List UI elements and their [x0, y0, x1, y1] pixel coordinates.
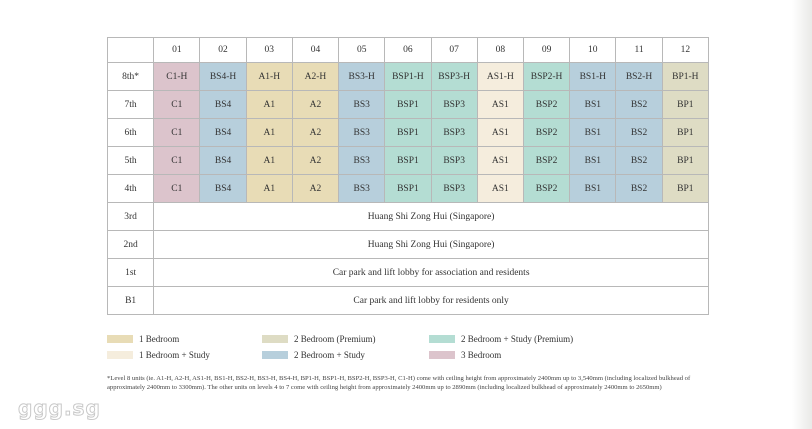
column-header: 12 — [662, 38, 708, 63]
unit-cell: A1-H — [246, 63, 292, 91]
column-header: 02 — [200, 38, 246, 63]
header-corner-cell — [108, 38, 154, 63]
legend-label: 2 Bedroom + Study — [294, 350, 365, 360]
table-row — [108, 63, 709, 91]
legend-item — [107, 334, 179, 344]
unit-cell: BSP2-H — [523, 63, 569, 91]
unit-cell: BS3 — [339, 91, 385, 119]
unit-cell: BSP2 — [523, 119, 569, 147]
unit-cell: BP1 — [662, 147, 708, 175]
level-label: 4th — [108, 175, 154, 203]
unit-cell: BS1 — [570, 147, 616, 175]
unit-cell: BSP3 — [431, 119, 477, 147]
table-row — [108, 119, 709, 147]
page-edge-shadow — [792, 0, 812, 429]
unit-cell: A2-H — [292, 63, 338, 91]
unit-cell: A2 — [292, 119, 338, 147]
unit-cell: BS3 — [339, 119, 385, 147]
column-header: 01 — [154, 38, 200, 63]
unit-cell: BSP3-H — [431, 63, 477, 91]
column-header: 10 — [570, 38, 616, 63]
column-header: 07 — [431, 38, 477, 63]
unit-cell: BSP3 — [431, 175, 477, 203]
level-label: 2nd — [108, 231, 154, 259]
legend-label: 1 Bedroom + Study — [139, 350, 210, 360]
legend-swatch — [429, 335, 455, 343]
unit-cell: BS2 — [616, 175, 662, 203]
legend-swatch — [262, 351, 288, 359]
unit-cell: BSP1 — [385, 91, 431, 119]
unit-cell: AS1 — [477, 119, 523, 147]
unit-cell: BSP2 — [523, 175, 569, 203]
column-header: 06 — [385, 38, 431, 63]
unit-cell: BS2 — [616, 147, 662, 175]
legend-swatch — [107, 335, 133, 343]
unit-cell: BSP1 — [385, 119, 431, 147]
legend-swatch — [262, 335, 288, 343]
column-header: 05 — [339, 38, 385, 63]
unit-cell: A1 — [246, 175, 292, 203]
floor-usage-cell: Huang Shi Zong Hui (Singapore) — [154, 203, 709, 231]
legend-item — [107, 350, 210, 360]
level-label: B1 — [108, 287, 154, 315]
unit-cell: A1 — [246, 119, 292, 147]
watermark-logo: ggg.sg — [18, 396, 101, 420]
unit-cell: BS1 — [570, 91, 616, 119]
legend-label: 3 Bedroom — [461, 350, 502, 360]
level-label: 5th — [108, 147, 154, 175]
unit-cell: BSP2 — [523, 147, 569, 175]
unit-cell: BS4 — [200, 175, 246, 203]
unit-cell: BS2-H — [616, 63, 662, 91]
unit-cell: BS2 — [616, 91, 662, 119]
unit-cell: BP1-H — [662, 63, 708, 91]
unit-cell: AS1 — [477, 175, 523, 203]
unit-cell: C1 — [154, 119, 200, 147]
unit-cell: BS1-H — [570, 63, 616, 91]
unit-cell: BS2 — [616, 119, 662, 147]
table-row — [108, 231, 709, 259]
unit-cell: AS1 — [477, 147, 523, 175]
unit-cell: BS1 — [570, 119, 616, 147]
unit-cell: A2 — [292, 91, 338, 119]
unit-cell: BS3 — [339, 147, 385, 175]
table-row — [108, 91, 709, 119]
table-row — [108, 175, 709, 203]
floor-usage-cell: Car park and lift lobby for residents only — [154, 287, 709, 315]
unit-cell: C1 — [154, 91, 200, 119]
unit-cell: BSP1 — [385, 175, 431, 203]
unit-cell: BS3 — [339, 175, 385, 203]
unit-cell: C1 — [154, 147, 200, 175]
unit-cell: BS4 — [200, 91, 246, 119]
unit-distribution-table — [107, 37, 709, 315]
column-header: 11 — [616, 38, 662, 63]
table-row — [108, 259, 709, 287]
legend-label: 2 Bedroom + Study (Premium) — [461, 334, 574, 344]
legend-label: 2 Bedroom (Premium) — [294, 334, 376, 344]
unit-cell: A2 — [292, 147, 338, 175]
floor-usage-cell: Huang Shi Zong Hui (Singapore) — [154, 231, 709, 259]
column-header: 08 — [477, 38, 523, 63]
unit-cell: BP1 — [662, 119, 708, 147]
unit-cell: A1 — [246, 147, 292, 175]
unit-cell: BS4 — [200, 119, 246, 147]
unit-cell: A2 — [292, 175, 338, 203]
unit-cell: BSP1 — [385, 147, 431, 175]
floor-usage-cell: Car park and lift lobby for association and residents — [154, 259, 709, 287]
level-label: 7th — [108, 91, 154, 119]
unit-cell: BS4-H — [200, 63, 246, 91]
table-body — [108, 63, 709, 315]
level-label: 8th* — [108, 63, 154, 91]
unit-cell: AS1 — [477, 91, 523, 119]
unit-cell: BSP2 — [523, 91, 569, 119]
unit-cell: BSP3 — [431, 147, 477, 175]
legend-swatch — [429, 351, 455, 359]
column-header: 03 — [246, 38, 292, 63]
unit-cell: C1-H — [154, 63, 200, 91]
level-label: 1st — [108, 259, 154, 287]
unit-cell: BSP3 — [431, 91, 477, 119]
legend — [107, 334, 727, 368]
level-label: 6th — [108, 119, 154, 147]
legend-label: 1 Bedroom — [139, 334, 180, 344]
unit-cell: BS3-H — [339, 63, 385, 91]
unit-cell: BP1 — [662, 91, 708, 119]
unit-cell: BSP1-H — [385, 63, 431, 91]
legend-item — [429, 350, 501, 360]
column-header: 09 — [523, 38, 569, 63]
table-header-row — [108, 38, 709, 63]
unit-cell: BP1 — [662, 175, 708, 203]
unit-cell: A1 — [246, 91, 292, 119]
unit-cell: AS1-H — [477, 63, 523, 91]
legend-item — [262, 350, 365, 360]
unit-cell: BS4 — [200, 147, 246, 175]
legend-item — [429, 334, 573, 344]
level-label: 3rd — [108, 203, 154, 231]
table-row — [108, 203, 709, 231]
legend-item — [262, 334, 376, 344]
unit-cell: C1 — [154, 175, 200, 203]
table-row — [108, 287, 709, 315]
unit-cell: BS1 — [570, 175, 616, 203]
column-header: 04 — [292, 38, 338, 63]
legend-swatch — [107, 351, 133, 359]
footnote: *Level 8 units (ie. A1-H, A2-H, AS1-H, BS1-H, BS2-H, BS3-H, BS4-H, BP1-H, BSP1-H, BSP2-H, BSP3-H, C1-H) come with ceiling height from approximately 2400mm up to 3,540mm (including localized bulkhead of approximately 2400mm to 3300mm). The other units on levels 4 to 7 come with ceiling height from approximately 2400mm up to 2890mm (including localized bulkhead of approximately 2400mm to 2650mm) — [107, 375, 691, 392]
table-row — [108, 147, 709, 175]
